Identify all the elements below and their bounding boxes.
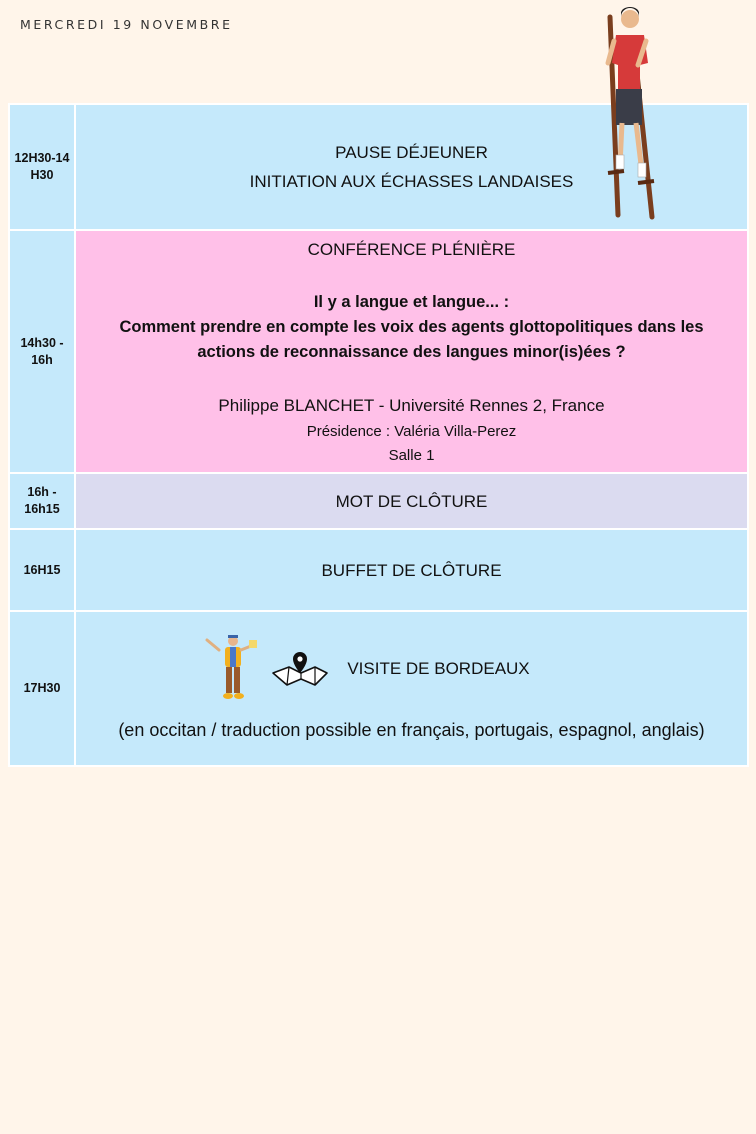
closing-words-label: MOT DE CLÔTURE xyxy=(75,473,748,529)
table-row xyxy=(9,611,748,766)
stilts-initiation-label: INITIATION AUX ÉCHASSES LANDAISES xyxy=(249,172,574,191)
plenary-cell xyxy=(75,230,748,473)
time-cell: 14h30 - 16h xyxy=(9,230,75,473)
time-cell: 17H30 xyxy=(9,611,75,766)
closing-buffet-label: BUFFET DE CLÔTURE xyxy=(75,529,748,611)
visit-note: (en occitan / traduction possible en français, portugais, espagnol, anglais) xyxy=(118,720,705,740)
table-row xyxy=(9,230,748,473)
date-header: MERCREDI 19 NOVEMBRE xyxy=(20,17,233,32)
time-cell: 16h - 16h15 xyxy=(9,473,75,529)
visit-cell xyxy=(75,611,748,766)
time-cell: 16H15 xyxy=(9,529,75,611)
time-cell: 12H30-14 H30 xyxy=(9,104,75,230)
stilt-walker-illustration xyxy=(594,5,664,225)
visit-label: VISITE DE BORDEAUX xyxy=(347,658,530,678)
lunch-label: PAUSE DÉJEUNER xyxy=(335,143,488,162)
chair-label: Présidence : Valéria Villa-Perez xyxy=(306,423,517,440)
map-pin-icon xyxy=(271,649,329,687)
talk-title-line2: Comment prendre en compte les voix des agents glottopolitiques dans les actions de reconnaissance des langues minor(is)ées ? xyxy=(119,318,704,361)
table-row xyxy=(9,529,748,611)
speaker-label: Philippe BLANCHET - Université Rennes 2, France xyxy=(218,396,605,415)
room-label: Salle 1 xyxy=(388,447,435,464)
table-row xyxy=(9,473,748,529)
tourist-illustration xyxy=(203,632,261,704)
plenary-heading: CONFÉRENCE PLÉNIÈRE xyxy=(307,240,516,259)
talk-title-line1: Il y a langue et langue... : xyxy=(313,293,510,311)
